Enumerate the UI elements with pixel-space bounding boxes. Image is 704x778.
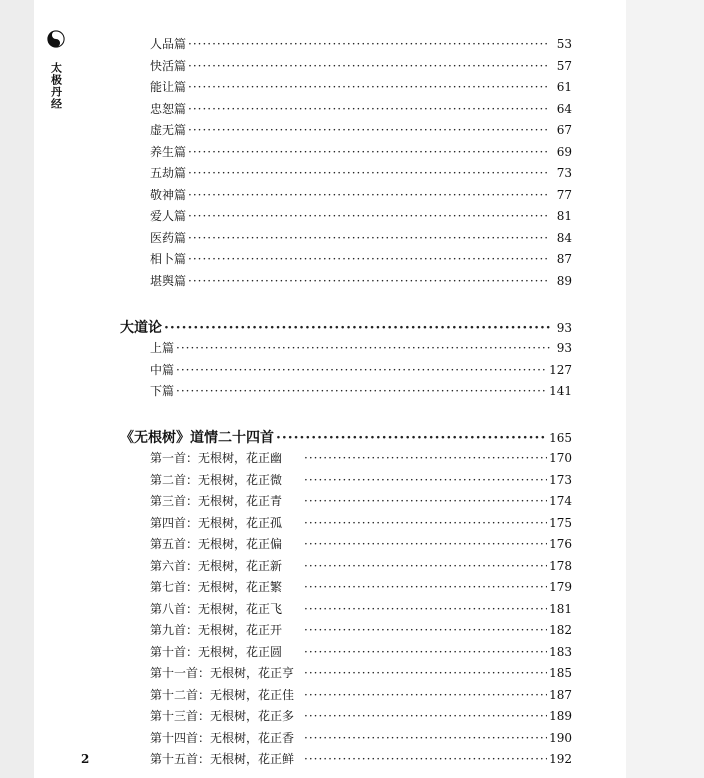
toc-entry: [150, 750, 572, 768]
toc-entry-page: 181: [549, 601, 572, 616]
toc-entry-title: 虚无篇: [150, 123, 187, 137]
toc-leader-dots: [304, 709, 547, 723]
scan-right-margin: [626, 0, 704, 778]
toc-leader-dots: [304, 623, 547, 637]
toc-leader-dots: [188, 209, 550, 223]
toc-entry: [150, 535, 572, 553]
toc-entry: [150, 449, 572, 467]
toc-entry-page: 189: [549, 709, 572, 723]
taiji-yin-yang-icon: [47, 30, 65, 48]
toc-leader-dots: [304, 516, 547, 530]
toc-entry-page: 173: [549, 472, 572, 487]
toc-entry-title: 上篇: [150, 341, 175, 355]
toc-leader-dots: [276, 430, 547, 446]
toc-leader-dots: [188, 102, 550, 116]
toc-entry: [150, 600, 572, 618]
toc-entry: [150, 35, 572, 53]
toc-entry-title: 忠恕篇: [150, 101, 187, 116]
toc-entry-page: 187: [549, 687, 572, 702]
toc-entry-page: 77: [556, 187, 572, 202]
toc-entry: [150, 229, 572, 247]
toc-entry-page: 165: [549, 431, 572, 445]
toc-entry-page: 127: [549, 362, 572, 377]
toc-leader-dots: [188, 188, 550, 202]
toc-entry-title: 养生篇: [150, 144, 187, 159]
toc-entry-page: 93: [556, 321, 572, 335]
page-number: 2: [81, 752, 90, 766]
toc-entry: [150, 100, 572, 118]
toc-entry: [150, 557, 572, 575]
toc-leader-dots: [176, 363, 547, 377]
toc-entry-title: 第三首：无根树，花正青: [150, 494, 283, 508]
toc-entry-page: 170: [549, 451, 572, 465]
toc-entry: [150, 492, 572, 510]
toc-entry: [150, 272, 572, 290]
toc-entry-title: 五劫篇: [150, 166, 187, 180]
toc-entry: [150, 361, 572, 379]
toc-leader-dots: [304, 494, 547, 508]
toc-leader-dots: [304, 752, 547, 766]
toc-entry-title: 第五首：无根树，花正偏: [150, 537, 283, 551]
toc-entry-title: 下篇: [150, 384, 175, 398]
toc-entry-title: 第十首：无根树，花正圆: [150, 644, 283, 659]
toc-entry-page: 93: [556, 341, 572, 355]
toc-entry: [120, 317, 572, 335]
toc-entry-page: 178: [549, 558, 572, 573]
toc-entry-title: 第十五首：无根树，花正鲜: [150, 752, 295, 766]
toc-entry-page: 141: [549, 384, 572, 398]
toc-entry: [150, 207, 572, 225]
toc-entry-page: 87: [556, 252, 572, 266]
toc-leader-dots: [304, 451, 547, 465]
toc-leader-dots: [188, 274, 550, 288]
toc-entry-page: 175: [549, 515, 572, 530]
scan-left-margin: [0, 0, 34, 778]
toc-entry-page: 84: [556, 230, 572, 245]
toc-entry-title: 人品篇: [150, 37, 187, 51]
toc-entry-title: 第十二首：无根树，花正佳: [150, 687, 295, 702]
toc-leader-dots: [176, 341, 550, 355]
toc-leader-dots: [188, 123, 550, 137]
toc-entry-title: 第八首：无根树，花正飞: [150, 601, 283, 616]
toc-entry-title: 第十一首：无根树，花正亨: [150, 666, 295, 680]
toc-leader-dots: [164, 320, 550, 336]
toc-leader-dots: [188, 80, 550, 94]
toc-entry-title: 中篇: [150, 362, 175, 377]
toc-entry: [150, 382, 572, 400]
book-title: 太极丹经: [49, 62, 63, 110]
toc-entry: [120, 427, 572, 445]
toc-entry: [150, 729, 572, 747]
toc-leader-dots: [304, 731, 547, 745]
toc-entry-title: 第九首：无根树，花正开: [150, 623, 283, 637]
toc-entry: [150, 143, 572, 161]
toc-leader-dots: [188, 231, 550, 245]
toc-leader-dots: [188, 166, 550, 180]
toc-entry-page: 183: [549, 644, 572, 659]
toc-leader-dots: [304, 473, 547, 487]
toc-entry-title: 《无根树》道情二十四首: [120, 430, 274, 446]
toc-entry-page: 179: [549, 580, 572, 594]
toc-entry-title: 爱人篇: [150, 209, 187, 223]
toc-entry: [150, 471, 572, 489]
toc-leader-dots: [188, 145, 550, 159]
toc-entry-page: 61: [556, 80, 572, 94]
toc-entry-page: 176: [549, 537, 572, 551]
toc-leader-dots: [304, 666, 547, 680]
toc-leader-dots: [176, 384, 547, 398]
toc-entry: [150, 339, 572, 357]
toc-entry: [150, 121, 572, 139]
toc-entry: [150, 664, 572, 682]
toc-leader-dots: [304, 537, 547, 551]
toc-entry-page: 190: [549, 730, 572, 745]
toc-entry: [150, 78, 572, 96]
toc-entry: [150, 186, 572, 204]
toc-entry-title: 敬神篇: [150, 187, 187, 202]
toc-entry-page: 64: [556, 101, 572, 116]
toc-entry-page: 182: [549, 623, 572, 637]
toc-entry-page: 192: [549, 752, 572, 766]
toc-entry-page: 89: [556, 273, 572, 288]
toc-entry: [150, 164, 572, 182]
toc-entry-page: 69: [556, 144, 572, 159]
toc-entry-title: 快活篇: [150, 58, 187, 73]
toc-entry: [150, 578, 572, 596]
toc-entry: [150, 621, 572, 639]
running-header: [44, 30, 68, 110]
toc-entry-page: 185: [549, 666, 572, 680]
toc-entry-page: 81: [556, 209, 572, 223]
toc-entry: [150, 643, 572, 661]
toc-entry-page: 53: [556, 37, 572, 51]
toc-entry: [150, 250, 572, 268]
toc-entry-title: 能让篇: [150, 80, 187, 94]
toc-entry-title: 第四首：无根树，花正孤: [150, 515, 283, 530]
toc-entry-title: 第六首：无根树，花正新: [150, 558, 283, 573]
toc-entry-title: 第七首：无根树，花正繁: [150, 580, 283, 594]
toc-entry-page: 67: [556, 123, 572, 137]
toc-leader-dots: [304, 645, 547, 659]
toc-leader-dots: [188, 252, 550, 266]
toc-entry: [150, 57, 572, 75]
toc-entry-page: 174: [549, 494, 572, 508]
toc-leader-dots: [304, 602, 547, 616]
toc-leader-dots: [304, 580, 547, 594]
toc-leader-dots: [304, 559, 547, 573]
toc-entry-title: 第十四首：无根树，花正香: [150, 730, 295, 745]
toc-entry-page: 73: [556, 166, 572, 180]
toc-entry: [150, 686, 572, 704]
toc-entry-title: 第二首：无根树，花正微: [150, 472, 283, 487]
toc-leader-dots: [188, 59, 550, 73]
toc-entry-page: 57: [556, 58, 572, 73]
toc-entry-title: 相卜篇: [150, 252, 187, 266]
toc-leader-dots: [188, 37, 550, 51]
toc-entry-title: 大道论: [120, 320, 162, 336]
toc-entry-title: 堪舆篇: [150, 273, 187, 288]
toc-entry-title: 第十三首：无根树，花正多: [150, 709, 295, 723]
toc-entry: [150, 514, 572, 532]
toc-entry: [150, 707, 572, 725]
toc-leader-dots: [304, 688, 547, 702]
toc-entry-title: 医药篇: [150, 230, 187, 245]
toc-entry-title: 第一首：无根树，花正幽: [150, 451, 283, 465]
